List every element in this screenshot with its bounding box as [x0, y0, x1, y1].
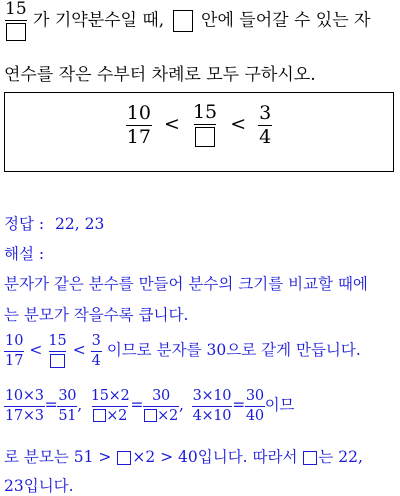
blank-box	[144, 409, 157, 422]
fraction-15-over-blank: 15	[47, 334, 67, 368]
fraction-10x3-17x3: $\frac{10\times 3}{17\times 3}$	[5, 388, 44, 424]
equals: =	[44, 396, 58, 414]
inequality-expression	[5, 103, 393, 147]
explanation-calculation	[4, 389, 294, 423]
explanation-label: 해설 :	[4, 245, 45, 263]
explanation-line-5: 로 분모는 51 > ×2 > 40입니다. 따라서 는 22,	[4, 448, 363, 466]
fraction-15-over-blank: 15	[192, 103, 218, 147]
numerator: 15	[5, 0, 27, 19]
separator: ,	[178, 396, 184, 414]
fraction-10-17: $\frac{10}{17}$	[5, 333, 24, 369]
question-text-b: 안에 들어갈 수 있는 자	[201, 10, 371, 31]
fraction-3-4: $\frac{3}{4}$	[91, 333, 101, 369]
less-than: <	[72, 341, 86, 359]
less-than: <	[163, 113, 180, 135]
answer-value: 22, 23	[55, 215, 105, 233]
blank-box	[117, 451, 131, 465]
fraction-15-over-blank	[4, 1, 28, 41]
explanation-inequality	[4, 334, 361, 368]
fraction-30-over-blank-x2: $\frac{30}{\times 2}$	[143, 389, 179, 423]
explanation-text: 이므로 분자를 30으로 같게 만듭니다.	[106, 341, 361, 359]
blank-box	[303, 451, 317, 465]
fraction-30-40: $\frac{30}{40}$	[245, 388, 264, 424]
blank-box	[173, 10, 193, 32]
explanation-text: 이므	[264, 396, 295, 414]
equals: =	[232, 396, 245, 414]
explanation-line-2: 는 분모가 작을수록 큽니다.	[4, 306, 189, 324]
blank-box	[93, 409, 106, 422]
fraction-10-17: $\frac{10}{17}$	[126, 101, 151, 148]
explanation-line-1: 분자가 같은 분수를 만들어 분수의 크기를 비교할 때에	[4, 275, 368, 293]
less-than: <	[29, 341, 43, 359]
question-line-1	[4, 1, 370, 41]
separator: ,	[77, 396, 82, 414]
fraction-30-51: $\frac{30}{51}$	[58, 388, 77, 424]
question-line-2: 연수를 작은 수부터 차례로 모두 구하시오.	[4, 65, 316, 85]
fraction-3-4: $\frac{3}{4}$	[259, 101, 272, 148]
answer-line	[4, 212, 104, 234]
blank-box	[195, 127, 215, 147]
equals: =	[130, 396, 144, 414]
inequality-box	[4, 92, 394, 172]
blank-box	[50, 354, 65, 368]
blank-box	[6, 23, 26, 41]
fraction-3x10-4x10: $\frac{3\times 10}{4\times 10}$	[192, 388, 232, 424]
answer-label: 정답 :	[4, 215, 45, 233]
less-than: <	[230, 113, 247, 135]
explanation-line-6: 23입니다.	[4, 477, 74, 495]
fraction-15x2-over-blank-x2: $\frac{15\times 2}{\times 2}$	[90, 388, 130, 424]
question-text-a: 가 기약분수일 때,	[33, 10, 165, 31]
